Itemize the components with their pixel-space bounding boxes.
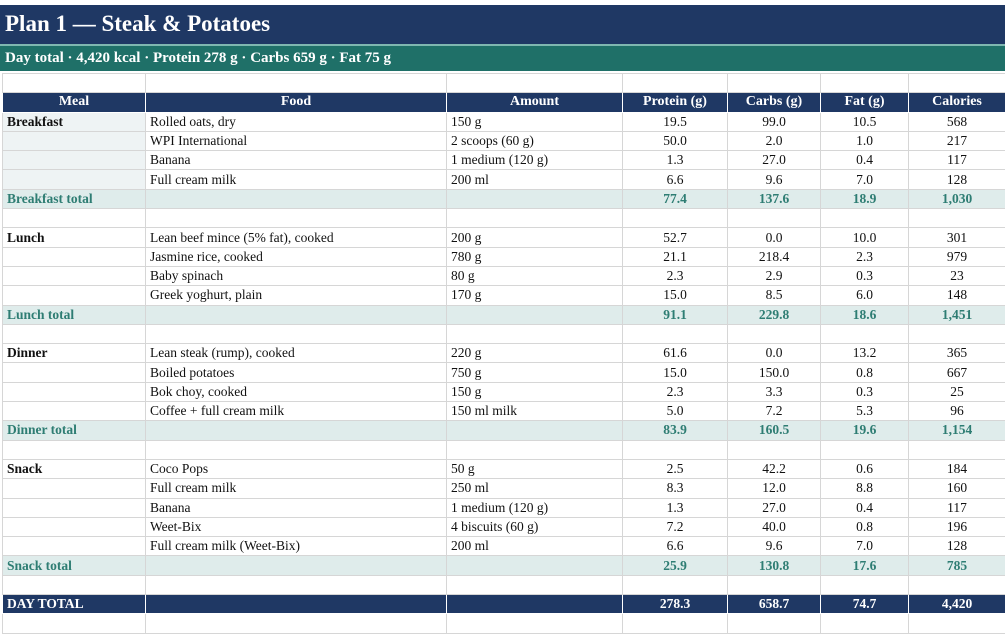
total-carbs-cell[interactable]: 137.6 (728, 189, 821, 208)
empty-cell[interactable] (623, 614, 728, 633)
empty-cell[interactable] (3, 575, 146, 594)
summary-carbs: Carbs 659 g (250, 50, 327, 66)
fat-cell[interactable]: 0.3 (821, 382, 909, 401)
empty-cell[interactable] (146, 74, 447, 93)
empty-cell[interactable] (821, 614, 909, 633)
day-total-fat-cell[interactable]: 74.7 (821, 595, 909, 614)
table-row (3, 151, 1005, 170)
summary-label: Day total (5, 50, 64, 66)
empty-cell[interactable] (447, 556, 623, 575)
table-row (3, 517, 1005, 536)
amount-cell[interactable]: 150 g (447, 382, 623, 401)
fat-cell[interactable]: 10.0 (821, 228, 909, 247)
empty-cell[interactable] (728, 440, 821, 459)
food-cell[interactable]: Banana (146, 498, 447, 517)
total-carbs-cell[interactable]: 229.8 (728, 305, 821, 324)
summary-separator: · (241, 50, 246, 66)
food-cell[interactable]: Coffee + full cream milk (146, 402, 447, 421)
calories-cell[interactable]: 196 (909, 517, 1005, 536)
carbs-cell[interactable]: 9.6 (728, 170, 821, 189)
amount-cell[interactable]: 220 g (447, 344, 623, 363)
meal-cell[interactable] (3, 247, 146, 266)
column-header[interactable]: Fat (g) (821, 93, 909, 112)
calories-cell[interactable]: 96 (909, 402, 1005, 421)
empty-cell[interactable] (623, 575, 728, 594)
total-calories-cell[interactable]: 1,030 (909, 189, 1005, 208)
empty-cell[interactable] (146, 614, 447, 633)
table-row (3, 170, 1005, 189)
empty-cell[interactable] (447, 74, 623, 93)
calories-cell[interactable]: 128 (909, 170, 1005, 189)
empty-cell[interactable] (3, 324, 146, 343)
carbs-cell[interactable]: 218.4 (728, 247, 821, 266)
protein-cell[interactable]: 21.1 (623, 247, 728, 266)
total-fat-cell[interactable]: 19.6 (821, 421, 909, 440)
empty-cell[interactable] (3, 614, 146, 633)
meal-cell[interactable] (3, 266, 146, 285)
food-cell[interactable]: Rolled oats, dry (146, 112, 447, 131)
food-cell[interactable]: Banana (146, 151, 447, 170)
carbs-cell[interactable]: 8.5 (728, 286, 821, 305)
total-fat-cell[interactable]: 17.6 (821, 556, 909, 575)
table-row (3, 498, 1005, 517)
food-cell[interactable]: Full cream milk (146, 170, 447, 189)
empty-cell[interactable] (3, 209, 146, 228)
amount-cell[interactable]: 150 ml milk (447, 402, 623, 421)
empty-cell[interactable] (821, 575, 909, 594)
day-total-protein-cell[interactable]: 278.3 (623, 595, 728, 614)
table-row (3, 266, 1005, 285)
amount-cell[interactable]: 1 medium (120 g) (447, 498, 623, 517)
calories-cell[interactable]: 184 (909, 459, 1005, 478)
empty-cell[interactable] (728, 209, 821, 228)
summary-kcal: 4,420 kcal (76, 50, 140, 66)
fat-cell[interactable]: 8.8 (821, 479, 909, 498)
calories-cell[interactable]: 148 (909, 286, 1005, 305)
meal-cell[interactable]: Snack (3, 459, 146, 478)
total-carbs-cell[interactable]: 160.5 (728, 421, 821, 440)
empty-cell[interactable] (728, 575, 821, 594)
total-protein-cell[interactable]: 25.9 (623, 556, 728, 575)
table-row (3, 459, 1005, 478)
empty-cell[interactable] (146, 421, 447, 440)
day-total-label[interactable]: DAY TOTAL (3, 595, 146, 614)
food-cell[interactable]: Full cream milk (Weet-Bix) (146, 537, 447, 556)
empty-cell[interactable] (623, 74, 728, 93)
empty-cell[interactable] (146, 324, 447, 343)
food-cell[interactable]: Lean steak (rump), cooked (146, 344, 447, 363)
table-row (3, 286, 1005, 305)
protein-cell[interactable]: 61.6 (623, 344, 728, 363)
summary-fat: Fat 75 g (339, 50, 391, 66)
empty-cell[interactable] (3, 440, 146, 459)
meal-cell[interactable] (3, 479, 146, 498)
calories-cell[interactable]: 217 (909, 131, 1005, 150)
calories-cell[interactable]: 117 (909, 151, 1005, 170)
protein-cell[interactable]: 2.3 (623, 266, 728, 285)
food-cell[interactable]: Full cream milk (146, 479, 447, 498)
empty-cell[interactable] (623, 440, 728, 459)
food-cell[interactable]: Coco Pops (146, 459, 447, 478)
title-bar (0, 5, 1005, 45)
amount-cell[interactable]: 200 ml (447, 170, 623, 189)
empty-cell[interactable] (623, 324, 728, 343)
empty-cell[interactable] (909, 575, 1005, 594)
meal-total-label[interactable]: Dinner total (3, 421, 146, 440)
meal-cell[interactable] (3, 286, 146, 305)
amount-cell[interactable]: 4 biscuits (60 g) (447, 517, 623, 536)
fat-cell[interactable]: 7.0 (821, 537, 909, 556)
day-total-carbs-cell[interactable]: 658.7 (728, 595, 821, 614)
summary-separator: · (331, 50, 336, 66)
fat-cell[interactable]: 0.8 (821, 517, 909, 536)
table-row (3, 112, 1005, 131)
food-cell[interactable]: Baby spinach (146, 266, 447, 285)
empty-row (3, 440, 1005, 459)
food-cell[interactable]: Lean beef mince (5% fat), cooked (146, 228, 447, 247)
carbs-cell[interactable]: 99.0 (728, 112, 821, 131)
calories-cell[interactable]: 301 (909, 228, 1005, 247)
empty-cell[interactable] (821, 74, 909, 93)
meal-cell[interactable] (3, 517, 146, 536)
carbs-cell[interactable]: 2.9 (728, 266, 821, 285)
total-carbs-cell[interactable]: 130.8 (728, 556, 821, 575)
food-cell[interactable]: Boiled potatoes (146, 363, 447, 382)
meal-total-row (3, 305, 1005, 324)
table-row (3, 402, 1005, 421)
amount-cell[interactable]: 150 g (447, 112, 623, 131)
meal-cell[interactable] (3, 170, 146, 189)
carbs-cell[interactable]: 12.0 (728, 479, 821, 498)
fat-cell[interactable]: 1.0 (821, 131, 909, 150)
meal-cell[interactable] (3, 363, 146, 382)
protein-cell[interactable]: 2.5 (623, 459, 728, 478)
protein-cell[interactable]: 7.2 (623, 517, 728, 536)
empty-cell[interactable] (447, 575, 623, 594)
carbs-cell[interactable]: 7.2 (728, 402, 821, 421)
empty-cell[interactable] (447, 440, 623, 459)
meal-cell[interactable]: Lunch (3, 228, 146, 247)
protein-cell[interactable]: 1.3 (623, 151, 728, 170)
column-header[interactable]: Food (146, 93, 447, 112)
protein-cell[interactable]: 15.0 (623, 363, 728, 382)
empty-cell[interactable] (146, 305, 447, 324)
total-protein-cell[interactable]: 83.9 (623, 421, 728, 440)
fat-cell[interactable]: 0.3 (821, 266, 909, 285)
summary-separator: · (68, 50, 73, 66)
empty-cell[interactable] (909, 440, 1005, 459)
empty-cell[interactable] (821, 440, 909, 459)
amount-cell[interactable]: 50 g (447, 459, 623, 478)
calories-cell[interactable]: 568 (909, 112, 1005, 131)
day-summary-bar (0, 44, 1005, 71)
fat-cell[interactable]: 0.8 (821, 363, 909, 382)
carbs-cell[interactable]: 150.0 (728, 363, 821, 382)
fat-cell[interactable]: 5.3 (821, 402, 909, 421)
fat-cell[interactable]: 13.2 (821, 344, 909, 363)
protein-cell[interactable]: 8.3 (623, 479, 728, 498)
total-protein-cell[interactable]: 77.4 (623, 189, 728, 208)
calories-cell[interactable]: 160 (909, 479, 1005, 498)
carbs-cell[interactable]: 2.0 (728, 131, 821, 150)
table-row (3, 363, 1005, 382)
food-cell[interactable]: WPI International (146, 131, 447, 150)
summary-separator: · (144, 50, 149, 66)
summary-protein: Protein 278 g (153, 50, 238, 66)
empty-row (3, 74, 1005, 93)
food-cell[interactable]: Weet-Bix (146, 517, 447, 536)
fat-cell[interactable]: 10.5 (821, 112, 909, 131)
empty-cell[interactable] (909, 324, 1005, 343)
column-header[interactable]: Protein (g) (623, 93, 728, 112)
carbs-cell[interactable]: 0.0 (728, 228, 821, 247)
empty-cell[interactable] (447, 614, 623, 633)
calories-cell[interactable]: 23 (909, 266, 1005, 285)
protein-cell[interactable]: 52.7 (623, 228, 728, 247)
carbs-cell[interactable]: 27.0 (728, 498, 821, 517)
empty-cell[interactable] (447, 189, 623, 208)
calories-cell[interactable]: 117 (909, 498, 1005, 517)
empty-cell[interactable] (909, 614, 1005, 633)
meal-total-row (3, 556, 1005, 575)
table-row (3, 131, 1005, 150)
empty-cell[interactable] (909, 74, 1005, 93)
meal-cell[interactable]: Dinner (3, 344, 146, 363)
day-total-row (3, 595, 1005, 614)
fat-cell[interactable]: 0.6 (821, 459, 909, 478)
total-fat-cell[interactable]: 18.9 (821, 189, 909, 208)
protein-cell[interactable]: 50.0 (623, 131, 728, 150)
empty-cell[interactable] (146, 189, 447, 208)
empty-cell[interactable] (447, 324, 623, 343)
calories-cell[interactable]: 25 (909, 382, 1005, 401)
empty-cell[interactable] (728, 324, 821, 343)
empty-cell[interactable] (447, 595, 623, 614)
total-calories-cell[interactable]: 785 (909, 556, 1005, 575)
header-row (3, 93, 1005, 112)
food-cell[interactable]: Greek yoghurt, plain (146, 286, 447, 305)
carbs-cell[interactable]: 0.0 (728, 344, 821, 363)
meal-total-label[interactable]: Breakfast total (3, 189, 146, 208)
empty-row (3, 209, 1005, 228)
meal-total-label[interactable]: Lunch total (3, 305, 146, 324)
table-row (3, 247, 1005, 266)
protein-cell[interactable]: 5.0 (623, 402, 728, 421)
empty-cell[interactable] (146, 595, 447, 614)
table-row (3, 537, 1005, 556)
amount-cell[interactable]: 780 g (447, 247, 623, 266)
total-fat-cell[interactable]: 18.6 (821, 305, 909, 324)
empty-cell[interactable] (728, 614, 821, 633)
day-total-calories-cell[interactable]: 4,420 (909, 595, 1005, 614)
total-protein-cell[interactable]: 91.1 (623, 305, 728, 324)
meal-cell[interactable] (3, 537, 146, 556)
empty-cell[interactable] (623, 209, 728, 228)
empty-cell[interactable] (728, 74, 821, 93)
table-row (3, 382, 1005, 401)
table-row (3, 479, 1005, 498)
food-cell[interactable]: Jasmine rice, cooked (146, 247, 447, 266)
empty-cell[interactable] (146, 209, 447, 228)
amount-cell[interactable]: 250 ml (447, 479, 623, 498)
total-calories-cell[interactable]: 1,451 (909, 305, 1005, 324)
calories-cell[interactable]: 667 (909, 363, 1005, 382)
table-body (3, 74, 1005, 634)
amount-cell[interactable]: 750 g (447, 363, 623, 382)
total-calories-cell[interactable]: 1,154 (909, 421, 1005, 440)
fat-cell[interactable]: 7.0 (821, 170, 909, 189)
column-header[interactable]: Calories (909, 93, 1005, 112)
fat-cell[interactable]: 0.4 (821, 151, 909, 170)
table-row (3, 228, 1005, 247)
amount-cell[interactable]: 80 g (447, 266, 623, 285)
meal-cell[interactable] (3, 402, 146, 421)
carbs-cell[interactable]: 3.3 (728, 382, 821, 401)
column-header[interactable]: Meal (3, 93, 146, 112)
protein-cell[interactable]: 6.6 (623, 537, 728, 556)
empty-row (3, 324, 1005, 343)
empty-cell[interactable] (146, 440, 447, 459)
fat-cell[interactable]: 2.3 (821, 247, 909, 266)
calories-cell[interactable]: 128 (909, 537, 1005, 556)
protein-cell[interactable]: 1.3 (623, 498, 728, 517)
column-header[interactable]: Amount (447, 93, 623, 112)
meal-total-row (3, 421, 1005, 440)
protein-cell[interactable]: 6.6 (623, 170, 728, 189)
calories-cell[interactable]: 365 (909, 344, 1005, 363)
carbs-cell[interactable]: 42.2 (728, 459, 821, 478)
carbs-cell[interactable]: 40.0 (728, 517, 821, 536)
day-summary (5, 50, 391, 67)
empty-cell[interactable] (821, 209, 909, 228)
fat-cell[interactable]: 0.4 (821, 498, 909, 517)
empty-cell[interactable] (447, 209, 623, 228)
column-header[interactable]: Carbs (g) (728, 93, 821, 112)
page-title: Plan 1 — Steak & Potatoes (5, 11, 270, 37)
protein-cell[interactable]: 15.0 (623, 286, 728, 305)
amount-cell[interactable]: 200 ml (447, 537, 623, 556)
meal-cell[interactable] (3, 151, 146, 170)
meal-total-row (3, 189, 1005, 208)
protein-cell[interactable]: 19.5 (623, 112, 728, 131)
calories-cell[interactable]: 979 (909, 247, 1005, 266)
meal-cell[interactable]: Breakfast (3, 112, 146, 131)
meal-cell[interactable] (3, 382, 146, 401)
table-row (3, 344, 1005, 363)
meal-cell[interactable] (3, 131, 146, 150)
meal-total-label[interactable]: Snack total (3, 556, 146, 575)
amount-cell[interactable]: 170 g (447, 286, 623, 305)
empty-cell[interactable] (146, 575, 447, 594)
carbs-cell[interactable]: 9.6 (728, 537, 821, 556)
empty-cell[interactable] (821, 324, 909, 343)
meal-cell[interactable] (3, 498, 146, 517)
empty-cell[interactable] (447, 421, 623, 440)
carbs-cell[interactable]: 27.0 (728, 151, 821, 170)
amount-cell[interactable]: 1 medium (120 g) (447, 151, 623, 170)
empty-row (3, 575, 1005, 594)
fat-cell[interactable]: 6.0 (821, 286, 909, 305)
empty-cell[interactable] (447, 305, 623, 324)
meal-plan-table (2, 73, 1005, 634)
protein-cell[interactable]: 2.3 (623, 382, 728, 401)
food-cell[interactable]: Bok choy, cooked (146, 382, 447, 401)
amount-cell[interactable]: 2 scoops (60 g) (447, 131, 623, 150)
empty-cell[interactable] (909, 209, 1005, 228)
empty-cell[interactable] (3, 74, 146, 93)
empty-cell[interactable] (146, 556, 447, 575)
amount-cell[interactable]: 200 g (447, 228, 623, 247)
empty-row (3, 614, 1005, 633)
